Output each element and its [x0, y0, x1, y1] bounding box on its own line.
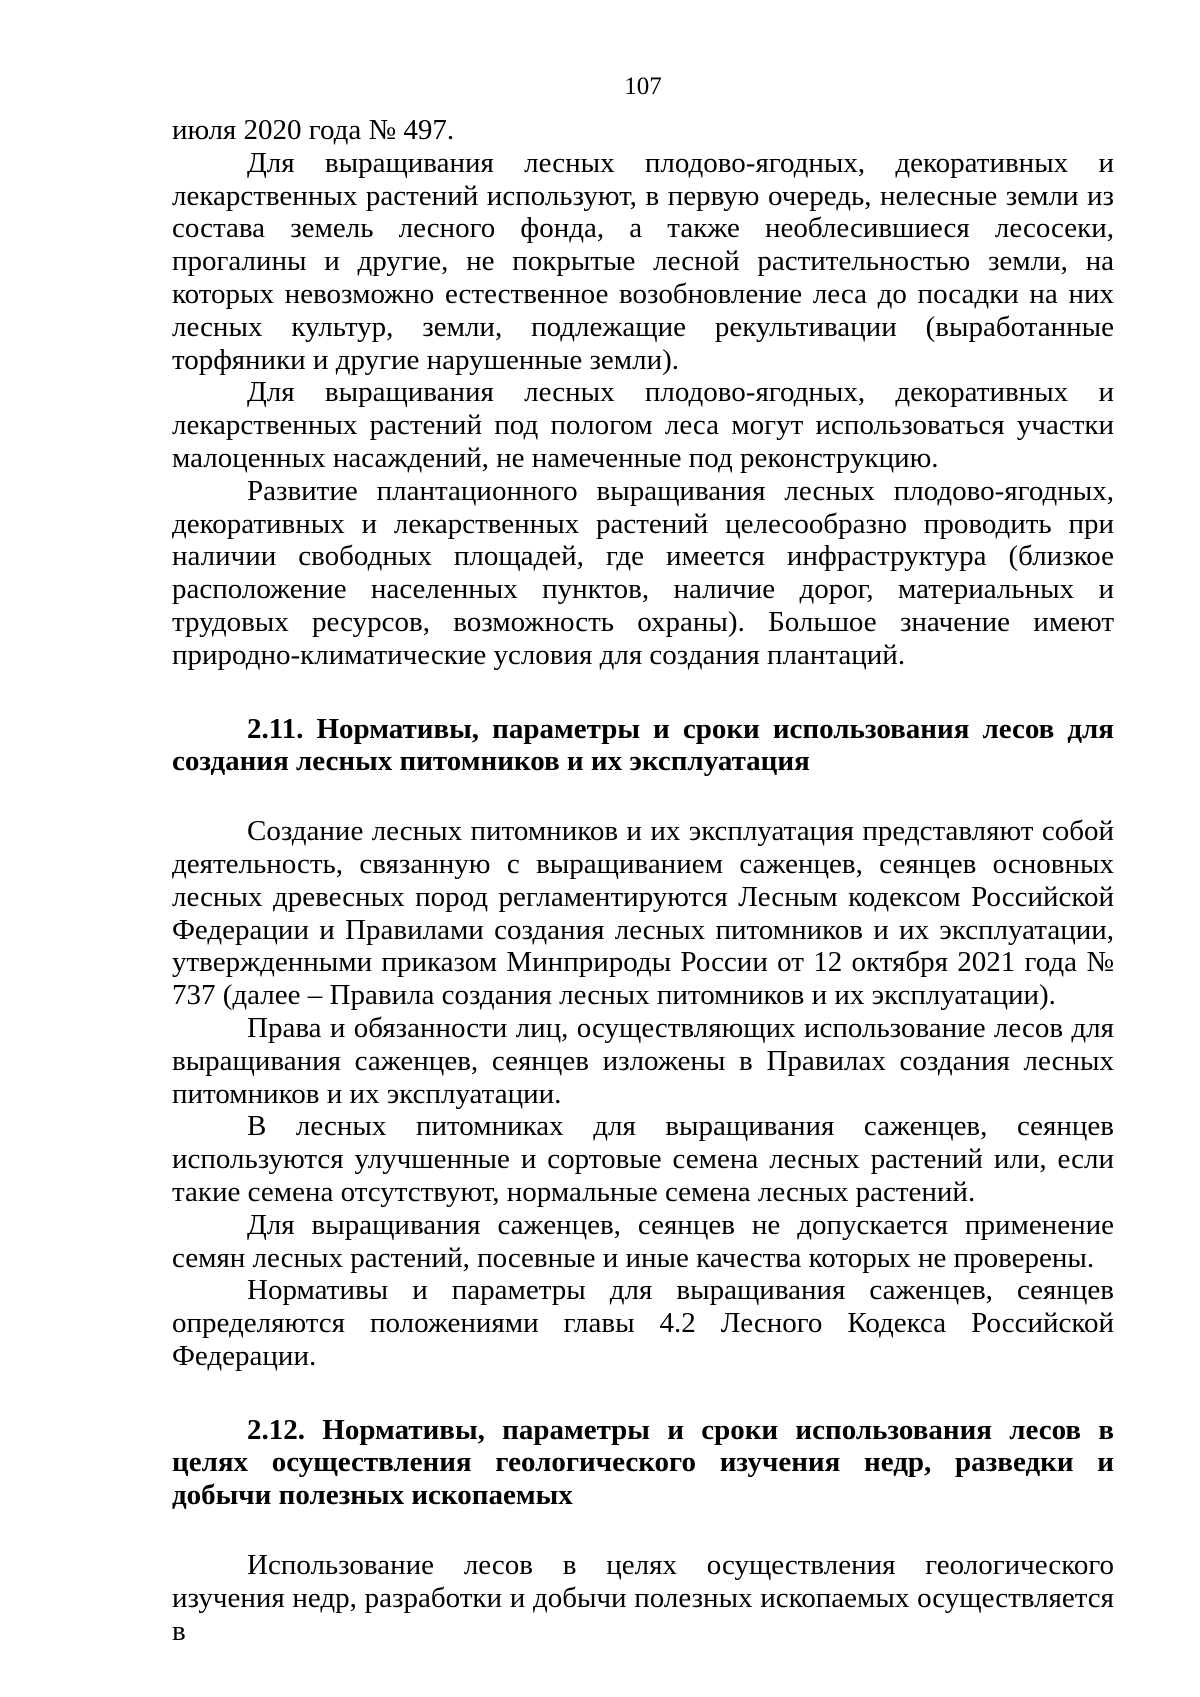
- page-number: 107: [624, 73, 662, 100]
- paragraph: Для выращивания лесных плодово-ягодных, декоративных и лекарственных растений используют, в первую очередь, нелесные земли из состава земель лесного фонда, а также необлесившиеся лесосеки, прогалины и другие, не покрытые лесной растительностью земли, на которых невозможно естественное возобновление леса до посадки на них лесных культур, земли, подлежащие рекультивации (выработанные торфяники и другие нарушенные земли).: [172, 146, 1114, 376]
- section-heading-2-11: 2.11. Нормативы, параметры и сроки использования лесов для создания лесных питомников и их эксплуатация: [172, 712, 1114, 778]
- paragraph: Создание лесных питомников и их эксплуатация представляют собой деятельность, связанную с выращиванием саженцев, сеянцев основных лесных древесных пород регламентируются Лесным кодексом Российской Федерации и Правилами создания лесных питомников и их эксплуатации, утвержденными приказом Минприроды России от 12 октября 2021 года № 737 (далее – Правила создания лесных питомников и их эксплуатации).: [172, 815, 1114, 1012]
- spacer: [172, 1373, 1114, 1414]
- paragraph: В лесных питомниках для выращивания саженцев, сеянцев используются улучшенные и сортовые семена лесных растений или, если такие семена отсутствуют, нормальные семена лесных растений.: [172, 1110, 1114, 1208]
- section-heading-2-12: 2.12. Нормативы, параметры и сроки использования лесов в целях осуществления геологического изучения недр, разведки и добычи полезных ископаемых: [172, 1413, 1114, 1512]
- paragraph: июля 2020 года № 497.: [172, 114, 455, 146]
- paragraph: Для выращивания саженцев, сеянцев не допускается применение семян лесных растений, посевные и иные качества которых не проверены.: [172, 1208, 1114, 1274]
- spacer: [172, 778, 1114, 815]
- paragraph: Развитие плантационного выращивания лесных плодово-ягодных, декоративных и лекарственных растений целесообразно проводить при наличии свободных площадей, где имеется инфраструктура (близкое расположение населенных пунктов, наличие дорог, материальных и трудовых ресурсов, возможность охраны). Большое значение имеют природно-климатические условия для создания плантаций.: [172, 474, 1114, 671]
- document-page: [172, 62, 1114, 1647]
- spacer: [172, 672, 1114, 713]
- paragraph: Права и обязанности лиц, осуществляющих использование лесов для выращивания саженцев, сеянцев изложены в Правилах создания лесных питомников и их эксплуатации.: [172, 1011, 1114, 1110]
- paragraph: Для выращивания лесных плодово-ягодных, декоративных и лекарственных растений под пологом леса могут использоваться участки малоценных насаждений, не намеченные под реконструкцию.: [172, 376, 1114, 474]
- spacer: [172, 1512, 1114, 1549]
- paragraph: Использование лесов в целях осуществления геологического изучения недр, разработки и добычи полезных ископаемых осуществляется в: [172, 1549, 1114, 1647]
- paragraph: Нормативы и параметры для выращивания саженцев, сеянцев определяются положениями главы 4.2 Лесного Кодекса Российской Федерации.: [172, 1274, 1114, 1372]
